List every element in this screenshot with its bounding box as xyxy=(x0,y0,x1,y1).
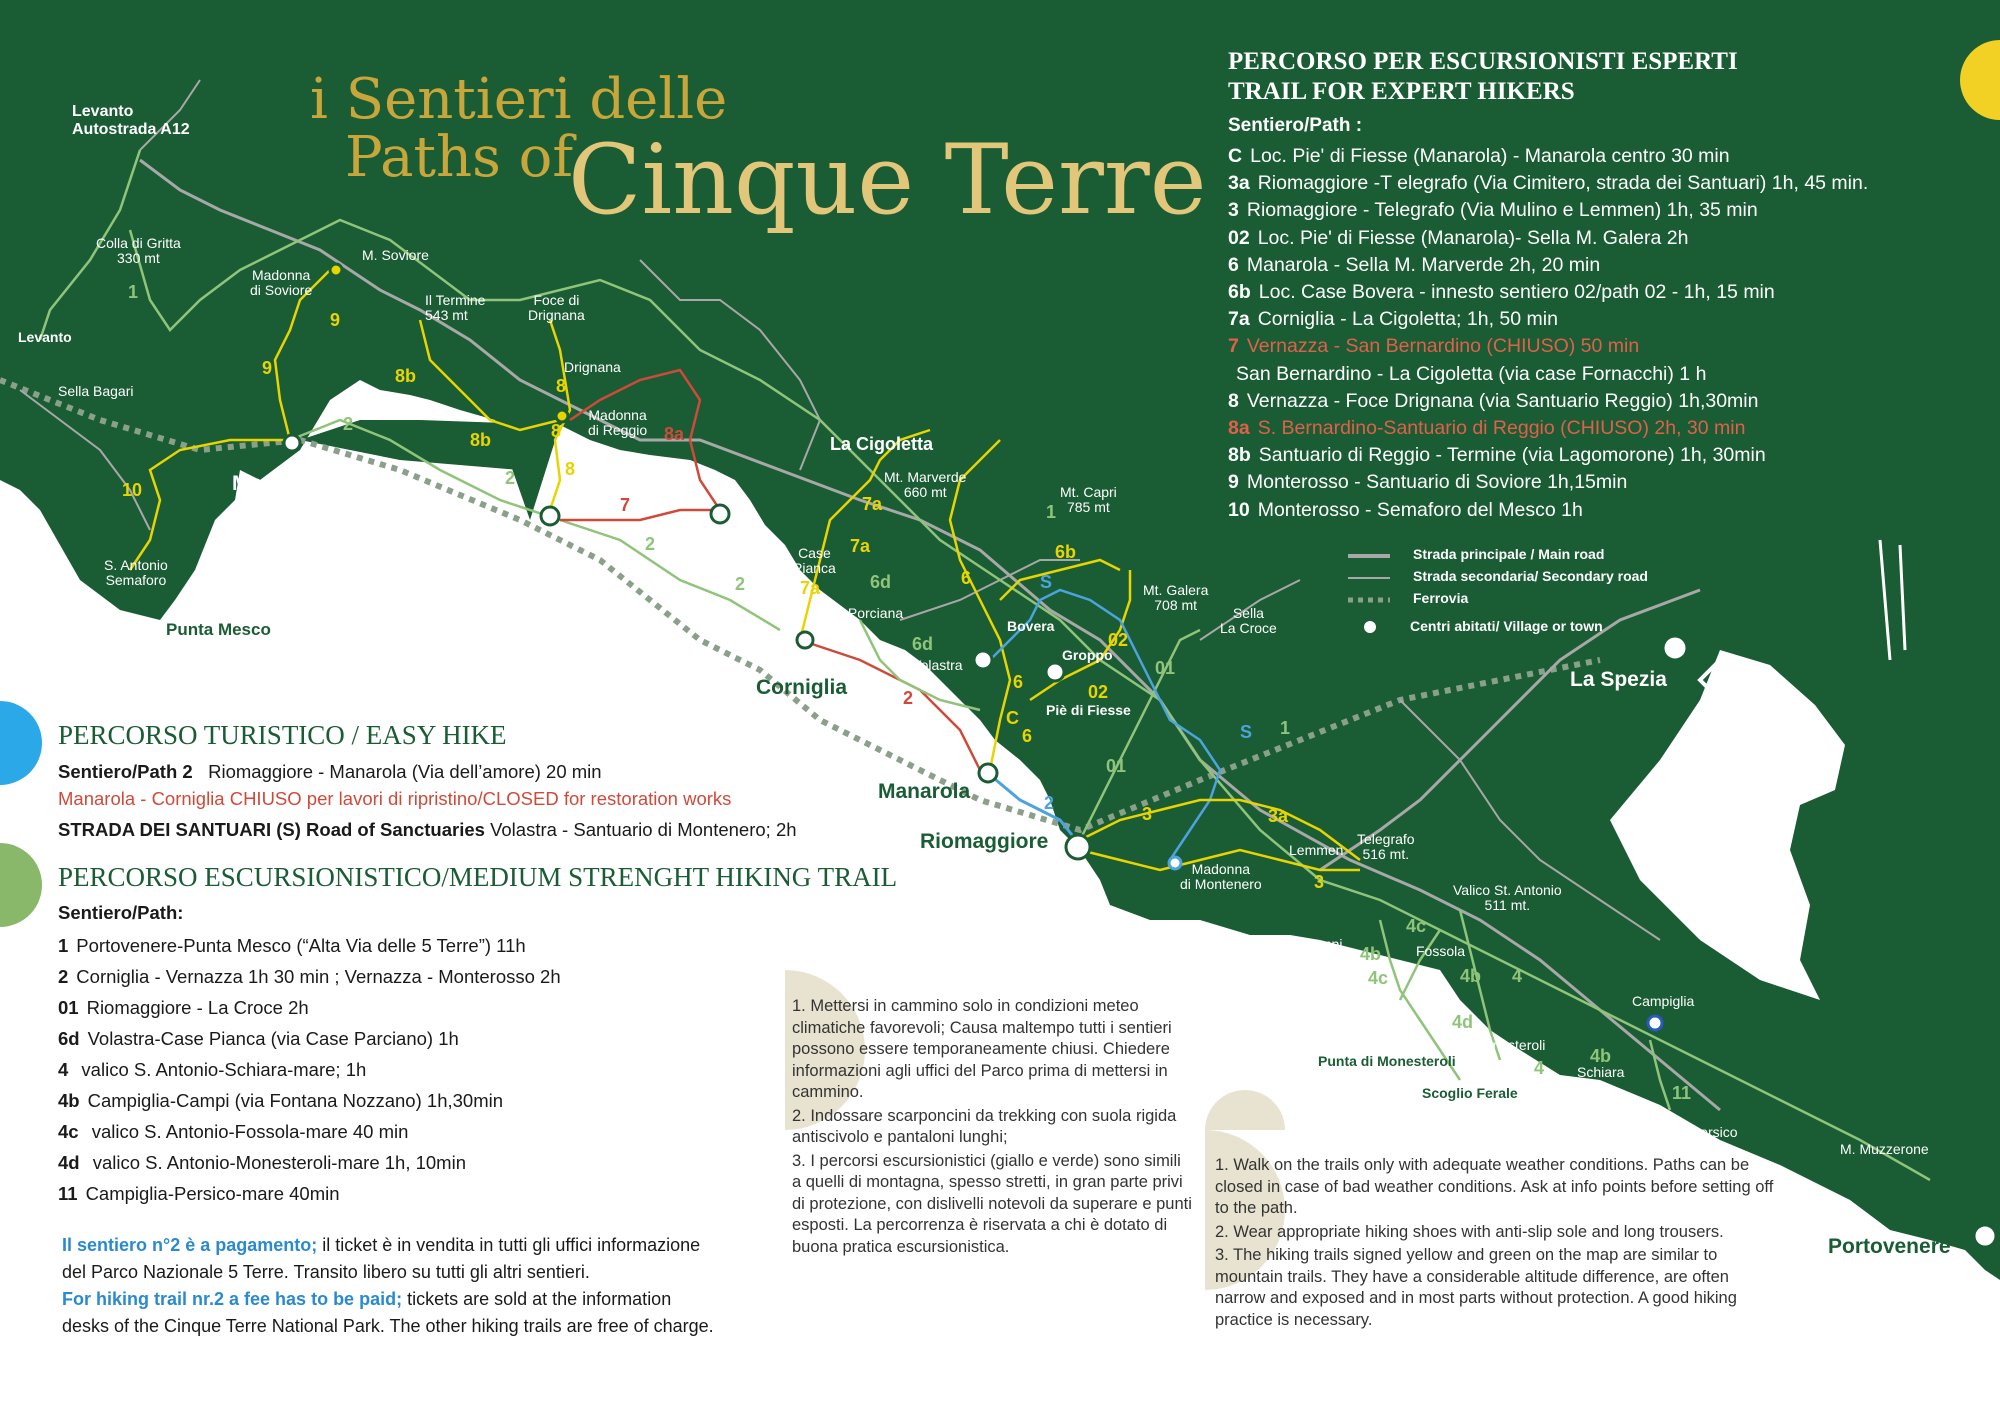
medium-title: PERCORSO ESCURSIONISTICO/MEDIUM STRENGHT HIKING TRAIL xyxy=(58,862,898,892)
expert-path-item xyxy=(1228,225,1868,252)
expert-path-code: 6 xyxy=(1228,253,1239,276)
place-s-antonio-semaforo: S. Antonio Semaforo xyxy=(104,557,168,589)
place-levanto: Levanto xyxy=(18,329,72,345)
note-en-2: 2. Wear appropriate hiking shoes with anti-slip sole and long trousers. xyxy=(1215,1222,1724,1241)
expert-path-text: S. Bernardino-Santuario di Reggio (CHIUSO) 2h, 30 min xyxy=(1257,417,1746,440)
trail-label-2: 2 xyxy=(343,414,354,434)
medium-path-code: 01 xyxy=(58,997,79,1018)
place-case-pianca: Case Pianca xyxy=(793,545,836,577)
trail-label-2: 2 xyxy=(505,468,516,488)
medium-path-text: Volastra-Case Pianca (via Case Parciano) 1h xyxy=(87,1028,459,1049)
note-it-2: 2. Indossare scarponcini da trekking con suola rigida antiscivolo e pantaloni lunghi; xyxy=(792,1106,1177,1146)
village-portovenere xyxy=(1974,1225,1996,1247)
fee-info xyxy=(62,1232,782,1340)
trail-label-6d: 6d xyxy=(870,572,892,592)
expert-path-text: Riomaggiore - Telegrafo (Via Mulino e Lemmen) 1h, 35 min xyxy=(1246,199,1758,222)
expert-path-item xyxy=(1228,170,1868,197)
expert-path-text: Corniglia - La Cigoletta; 1h, 50 min xyxy=(1257,308,1558,331)
medium-path-code: 1 xyxy=(58,935,69,956)
place-campiglia: Campiglia xyxy=(1632,993,1695,1009)
medium-path-code: 2 xyxy=(58,966,69,987)
trail-label-10: 10 xyxy=(122,480,143,500)
place-madonna-montenero: Madonna di Montenero xyxy=(1180,861,1262,893)
place-volastra: Volastra xyxy=(912,657,963,673)
expert-path-text: San Bernardino - La Cigoletta (via case Fornacchi) 1 h xyxy=(1236,362,1707,385)
trail-label-9: 9 xyxy=(330,310,341,330)
expert-path-text: Loc. Case Bovera - innesto sentiero 02/path 02 - 1h, 15 min xyxy=(1258,281,1775,304)
place-levanto-a12: Levanto Autostrada A12 xyxy=(72,103,190,138)
place-scoglio-ferale: Scoglio Ferale xyxy=(1422,1085,1518,1101)
legend-main-road: Strada principale / Main road xyxy=(1413,546,1605,562)
trail-label-3a: 3a xyxy=(1268,806,1289,826)
place-il-persico: Il Persico xyxy=(1680,1124,1738,1140)
trail-label-11: 11 xyxy=(1672,1083,1692,1103)
village-riomaggiore xyxy=(1066,835,1090,859)
medium-path-text: Corniglia - Vernazza 1h 30 min ; Vernazza - Monterosso 2h xyxy=(76,966,561,987)
expert-path-code: 6b xyxy=(1228,281,1251,304)
place-bovera: Bovera xyxy=(1007,618,1055,634)
village-san-bernardino xyxy=(711,505,729,523)
town-punta-mesco: Punta Mesco xyxy=(166,620,271,639)
medium-path-text: Campiglia-Persico-mare 40min xyxy=(85,1183,340,1204)
legend-railway: Ferrovia xyxy=(1413,590,1469,606)
place-san-bernardino: San Bernardino xyxy=(605,478,703,494)
trail-label-4c: 4c xyxy=(1406,916,1427,936)
trail-label-s: S xyxy=(1240,722,1253,742)
notes-italian xyxy=(792,996,1192,1258)
town-la-spezia: La Spezia xyxy=(1570,668,1667,691)
title-line2b: Cinque Terre xyxy=(568,124,1207,236)
expert-subheader: Sentiero/Path : xyxy=(1228,115,1363,136)
trail-label-6: 6 xyxy=(1022,726,1033,746)
place-mt-capri: Mt. Capri 785 mt xyxy=(1060,484,1117,516)
legend-secondary-road: Strada secondaria/ Secondary road xyxy=(1413,568,1648,584)
place-sella-bagari: Sella Bagari xyxy=(58,383,134,399)
fee-en-line2: desks of the Cinque Terre National Park. The other hiking trails are free of charge. xyxy=(62,1316,714,1336)
village-groppo xyxy=(1046,663,1064,681)
place-groppo: Groppo xyxy=(1062,647,1113,663)
expert-path-text: Riomaggiore -T elegrafo (Via Cimitero, strada dei Santuari) 1h, 45 min. xyxy=(1257,172,1869,195)
trail-label-2-closed: 2 xyxy=(903,688,914,708)
medium-path-code: 4b xyxy=(58,1090,80,1111)
easy-line3: STRADA DEI SANTUARI (S) Road of Sanctuaries Volastra - Santuario di Montenero; 2h xyxy=(58,819,797,840)
expert-path-code: 3a xyxy=(1228,172,1250,195)
expert-path-code: 10 xyxy=(1228,498,1250,521)
trail-label-7a: 7a xyxy=(862,494,883,514)
village-vernazza xyxy=(541,507,559,525)
fee-it-line1: Il sentiero n°2 è a pagamento; il ticket è in vendita in tutti gli uffici informazione xyxy=(62,1235,701,1255)
title-line2a: Paths of xyxy=(345,125,574,190)
village-monterosso xyxy=(284,435,300,451)
expert-title-it: PERCORSO PER ESCURSIONISTI ESPERTI xyxy=(1228,48,1738,75)
trail-label-7a: 7a xyxy=(850,536,871,556)
place-m-muzzerone: M. Muzzerone xyxy=(1840,1141,1929,1157)
medium-path-item xyxy=(58,992,561,1023)
trail-label-6: 6 xyxy=(1013,672,1024,692)
village-campiglia xyxy=(1648,1016,1662,1030)
trail-label-4b: 4b xyxy=(1460,966,1482,986)
village-la-spezia xyxy=(1663,636,1687,660)
medium-path-item xyxy=(58,1178,561,1209)
village-manarola xyxy=(979,764,997,782)
town-manarola: Manarola xyxy=(878,780,971,803)
trail-label-8: 8 xyxy=(551,421,562,441)
medium-path-text: valico S. Antonio-Monesteroli-mare 1h, 10min xyxy=(87,1152,466,1173)
note-en-deco xyxy=(1205,1090,1285,1130)
town-monterosso: Monterosso xyxy=(232,472,352,495)
note-it-1: 1. Mettersi in cammino solo in condizioni meteo climatiche favorevoli; Causa maltempo tutti i sentieri possono essere temporaneamente chiusi. Chiedere informazioni agli uffici del Parco prima di mettersi in cammino. xyxy=(792,997,1172,1101)
place-campi: Campi xyxy=(1302,936,1343,952)
expert-path-code: 7 xyxy=(1228,335,1239,358)
place-pie-fiesse: Piè di Fiesse xyxy=(1046,702,1131,718)
trail-label-4b: 4b xyxy=(1590,1046,1612,1066)
village-madonna-soviore xyxy=(330,264,342,276)
trail-label-01: 01 xyxy=(1106,756,1127,776)
expert-path-text: Monterosso - Semaforo del Mesco 1h xyxy=(1257,498,1583,521)
expert-path-text: Vernazza - San Bernardino (CHIUSO) 50 min xyxy=(1246,335,1640,358)
expert-path-code: 8 xyxy=(1228,389,1239,412)
trail-label-4d: 4d xyxy=(1452,1012,1474,1032)
medium-path-item xyxy=(58,930,561,961)
trail-label-1: 1 xyxy=(1046,502,1057,522)
expert-path-code: 3 xyxy=(1228,199,1239,222)
title-line1: i Sentieri delle xyxy=(310,67,728,132)
expert-path-item xyxy=(1228,279,1868,306)
trail-label-6d: 6d xyxy=(912,634,934,654)
fee-en-line1: For hiking trail nr.2 a fee has to be paid; tickets are sold at the information xyxy=(62,1289,672,1309)
place-lemmen: Lemmen xyxy=(1289,842,1344,858)
medium-path-item xyxy=(58,1147,561,1178)
medium-path-text: valico S. Antonio-Schiara-mare; 1h xyxy=(76,1059,367,1080)
place-mt-galera: Mt. Galera 708 mt xyxy=(1143,582,1209,614)
expert-path-code: C xyxy=(1228,145,1243,167)
blue-semicircle xyxy=(0,701,42,785)
trail-label-1: 1 xyxy=(1280,718,1291,738)
medium-path-code: 11 xyxy=(58,1183,78,1204)
expert-path-code: 9 xyxy=(1228,471,1239,494)
medium-path-code: 4 xyxy=(58,1059,69,1080)
medium-path-code: 4c xyxy=(58,1121,79,1142)
trail-label-8: 8 xyxy=(565,459,576,479)
place-c-porciana: C. Porciana xyxy=(830,605,904,621)
place-valico-s-antonio: Valico St. Antonio 511 mt. xyxy=(1453,882,1562,914)
place-punta-monesteroli: Punta di Monesteroli xyxy=(1318,1053,1456,1069)
place-sella-la-croce: Sella La Croce xyxy=(1220,605,1277,637)
place-colla-gritta: Colla di Gritta 330 mt xyxy=(96,235,181,267)
place-il-termine: Il Termine 543 mt xyxy=(425,292,486,324)
expert-path-item xyxy=(1228,442,1868,469)
town-vernazza: Vernazza xyxy=(446,530,536,553)
medium-path-text: valico S. Antonio-Fossola-mare 40 min xyxy=(86,1121,409,1142)
place-monesteroli: Monesteroli xyxy=(1473,1037,1546,1053)
medium-path-item xyxy=(58,1023,561,1054)
trail-label-s: S xyxy=(1040,572,1053,592)
trail-label-3: 3 xyxy=(1314,872,1325,892)
expert-path-item xyxy=(1228,306,1868,333)
expert-path-item xyxy=(1228,388,1868,415)
trail-label-01: 01 xyxy=(1155,658,1176,678)
expert-path-item xyxy=(1228,333,1868,360)
trail-label-2: 2 xyxy=(735,574,746,594)
easy-line1: Sentiero/Path 2 Riomaggiore - Manarola (Via dell’amore) 20 min xyxy=(58,761,602,782)
expert-path-text: Monterosso - Santuario di Soviore 1h,15min xyxy=(1246,471,1628,494)
easy-line2: Manarola - Corniglia CHIUSO per lavori di ripristino/CLOSED for restoration works xyxy=(58,788,732,809)
trail-label-4c: 4c xyxy=(1368,968,1389,988)
place-m-soviore: M. Soviore xyxy=(362,247,429,263)
medium-path-item xyxy=(58,961,561,992)
easy-title: PERCORSO TURISTICO / EASY HIKE xyxy=(58,720,507,750)
expert-path-item xyxy=(1228,361,1868,388)
place-madonna-reggio: Madonna di Reggio xyxy=(588,407,648,439)
trail-label-6b: 6b xyxy=(1055,542,1077,562)
medium-path-text: Campiglia-Campi (via Fontana Nozzano) 1h,30min xyxy=(87,1090,504,1111)
expert-path-item xyxy=(1228,415,1868,442)
trail-label-c: C xyxy=(1006,708,1019,728)
village-corniglia xyxy=(797,632,813,648)
expert-path-item xyxy=(1228,252,1868,279)
place-madonna-soviore: Madonna di Soviore xyxy=(250,267,313,299)
note-en-3: 3. The hiking trails signed yellow and green on the map are similar to mountain trails. They have a considerable altitude difference, are often narrow and exposed and in most parts without protection. A good hiking practice is necessary. xyxy=(1215,1246,1737,1329)
medium-subheader: Sentiero/Path: xyxy=(58,902,184,923)
expert-path-code: 8a xyxy=(1228,417,1250,440)
trail-label-6: 6 xyxy=(961,568,972,588)
land-patch xyxy=(300,420,560,470)
trail-label-4b: 4b xyxy=(1360,944,1382,964)
medium-path-text: Riomaggiore - La Croce 2h xyxy=(86,997,309,1018)
expert-path-item xyxy=(1228,497,1868,524)
notes-english xyxy=(1215,1155,1775,1331)
medium-path-text: Portovenere-Punta Mesco (“Alta Via delle 5 Terre”) 11h xyxy=(76,935,526,956)
town-corniglia: Corniglia xyxy=(756,676,848,699)
trail-label-2-amore: 2 xyxy=(1044,793,1055,813)
trail-label-2: 2 xyxy=(645,534,656,554)
trail-label-8a: 8a xyxy=(664,424,685,444)
expert-path-text: Vernazza - Foce Drignana (via Santuario Reggio) 1h,30min xyxy=(1246,389,1759,412)
expert-path-item xyxy=(1228,469,1868,496)
town-portovenere: Portovenere xyxy=(1828,1235,1951,1258)
medium-path-item xyxy=(58,1116,561,1147)
medium-path-item xyxy=(58,1085,561,1116)
trail-label-9: 9 xyxy=(262,358,273,378)
legend-village-dot xyxy=(1363,620,1377,634)
expert-path-code: 8b xyxy=(1228,444,1251,467)
place-telegrafo: Telegrafo 516 mt. xyxy=(1357,831,1415,863)
medium-path-code: 4d xyxy=(58,1152,80,1173)
expert-path-code: 7a xyxy=(1228,308,1250,331)
note-it-3: 3. I percorsi escursionistici (giallo e verde) sono simili a quelli di montagna, spesso stretti, in gran parte privi di protezione, con dislivelli notevoli da superare e punti esposti. La percorrenza è riservata a chi è dotato di buona pratica escursionistica. xyxy=(792,1151,1192,1256)
village-volastra xyxy=(974,651,992,669)
trail-label-02: 02 xyxy=(1088,682,1109,702)
medium-path-item xyxy=(58,1054,561,1085)
trail-label-8: 8 xyxy=(556,376,567,396)
fee-it-line2: del Parco Nazionale 5 Terre. Transito libero su tutti gli altri sentieri. xyxy=(62,1262,590,1282)
expert-path-text: Manarola - Sella M. Marverde 2h, 20 min xyxy=(1246,253,1601,276)
note-en-1: 1. Walk on the trails only with adequate weather conditions. Paths can be closed in case of bad weather conditions. Ask at info points before setting off to the path. xyxy=(1215,1156,1774,1217)
place-mt-marverde: Mt. Marverde 660 mt xyxy=(884,469,967,501)
expert-path-text: Loc. Pie' di Fiesse (Manarola)- Sella M. Galera 2h xyxy=(1257,226,1689,249)
trail-label-4: 4 xyxy=(1512,966,1523,986)
trail-label-7a: 7a xyxy=(800,578,821,598)
trail-label-8b: 8b xyxy=(395,366,417,386)
trail-label-4: 4 xyxy=(1534,1058,1545,1078)
green-semicircle xyxy=(0,843,42,927)
expert-path-item xyxy=(1228,143,1868,170)
trail-label-7: 7 xyxy=(620,495,631,515)
trail-label-8b: 8b xyxy=(470,430,492,450)
trail-label-3: 3 xyxy=(1142,804,1153,824)
town-la-cigoletta: La Cigoletta xyxy=(830,434,934,454)
place-drignana: Drignana xyxy=(564,359,621,375)
medium-path-code: 6d xyxy=(58,1028,80,1049)
place-foce-drignana: Foce di Drignana xyxy=(528,292,585,324)
expert-path-list xyxy=(1228,143,1868,524)
legend-villages: Centri abitati/ Village or town xyxy=(1410,618,1603,634)
medium-path-list xyxy=(58,930,561,1209)
easy-details xyxy=(58,758,958,843)
place-fossola: Fossola xyxy=(1416,943,1466,959)
expert-title-en: TRAIL FOR EXPERT HIKERS xyxy=(1228,78,1575,105)
expert-path-text: Santuario di Reggio - Termine (via Lagomorone) 1h, 30min xyxy=(1258,444,1766,467)
trail-label-1: 1 xyxy=(128,282,139,302)
place-schiara: Schiara xyxy=(1577,1064,1625,1080)
expert-path-text: Loc. Pie' di Fiesse (Manarola) - Manarola centro 30 min xyxy=(1250,145,1730,167)
expert-path-item xyxy=(1228,197,1868,224)
town-riomaggiore: Riomaggiore xyxy=(920,830,1049,853)
trail-label-02: 02 xyxy=(1108,630,1129,650)
trail-7 xyxy=(560,510,720,520)
expert-path-code: 02 xyxy=(1228,226,1250,249)
